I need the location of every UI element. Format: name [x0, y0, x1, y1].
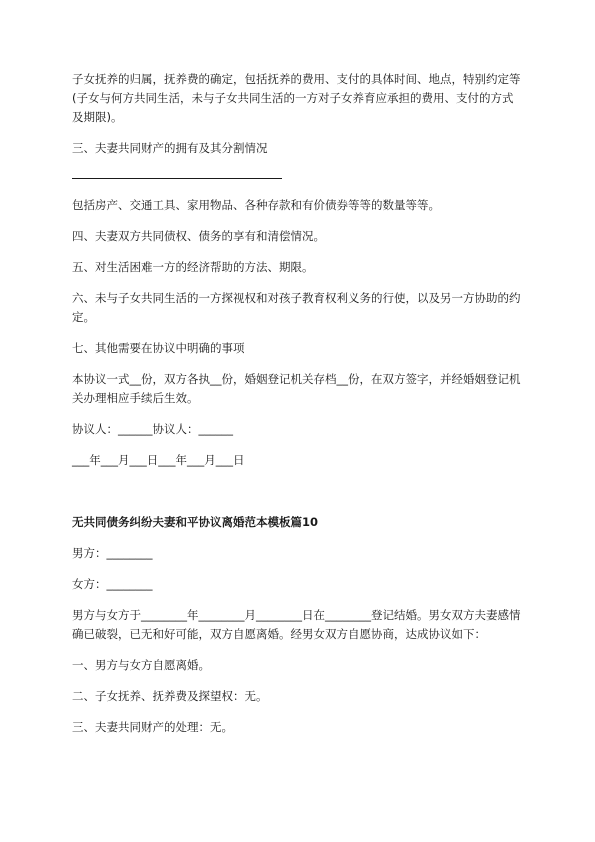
- clause-three: 三、夫妻共同财产的处理：无。: [72, 720, 233, 734]
- clause-one: 一、男方与女方自愿离婚。: [72, 658, 210, 672]
- husband-field: 男方：________: [72, 546, 153, 560]
- paragraph-child-custody: 子女抚养的归属，抚养费的确定，包括抚养的费用、支付的具体时间、地点，特别约定等(子女与何方共同生活，未与子女共同生活的一方对子女养育应承担的费用、支付的方式及期限)。: [72, 72, 521, 124]
- wife-field: 女方：________: [72, 577, 153, 591]
- paragraph-copies: 本协议一式__份，双方各执__份，婚姻登记机关存档__份，在双方签字，并经婚姻登记机关办理相应手续后生效。: [72, 372, 521, 405]
- clause-two: 二、子女抚养、抚养费及探望权：无。: [72, 689, 268, 703]
- heading-visitation: 六、未与子女共同生活的一方探视权和对孩子教育权利义务的行使，以及另一方协助的约定。: [72, 291, 521, 324]
- heading-joint-property: 三、夫妻共同财产的拥有及其分割情况: [72, 141, 268, 155]
- section-title: 无共同债务纠纷夫妻和平协议离婚范本模板篇10: [72, 515, 319, 529]
- paragraph-property-items: 包括房产、交通工具、家用物品、各种存款和有价债券等等的数量等等。: [72, 198, 440, 212]
- heading-other-matters: 七、其他需要在协议中明确的事项: [72, 341, 245, 355]
- document-page: [72, 70, 524, 737]
- blank-underline: [72, 166, 282, 179]
- signature-line: 协议人：______协议人：______: [72, 422, 233, 436]
- heading-debts: 四、夫妻双方共同债权、债务的享有和清偿情况。: [72, 229, 325, 243]
- paragraph-marriage-registration: 男方与女方于________年________月________日在________登记结婚。男女双方夫妻感情确已破裂，已无和好可能，双方自愿离婚。经男女双方自愿协商，达成协议如下：: [72, 608, 521, 641]
- heading-financial-help: 五、对生活困难一方的经济帮助的方法、期限。: [72, 260, 314, 274]
- date-line: ___年___月___日___年___月___日: [72, 453, 245, 467]
